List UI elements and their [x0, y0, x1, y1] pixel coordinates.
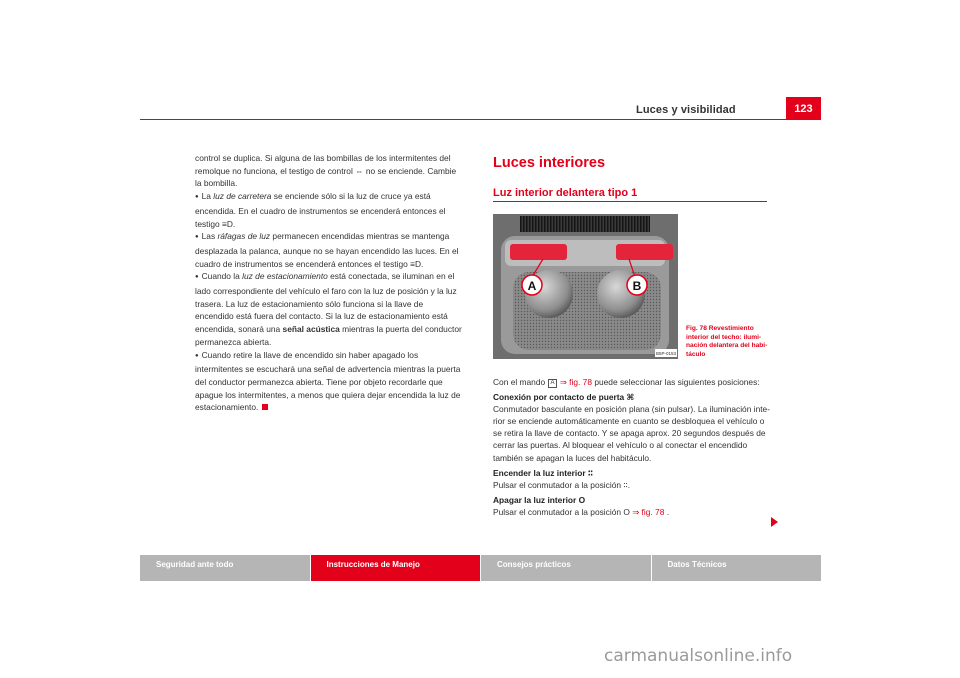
end-of-section-icon: [262, 404, 268, 410]
section-title: Luces interiores: [493, 155, 606, 171]
control-a-marker: A: [550, 380, 555, 386]
figure-caption: Fig. 78 Revestimiento interior del techo: iluminación delantera del habitáculo: [686, 325, 768, 358]
bullet-parking: ● Cuando la luz de estacionamiento está conectada, se iluminan en el lado correspondiente del vehículo el faro con la luz de posición y la luz trasera. La luz de estacionamiento sólo funciona si la llave de encendido está fuera del contacto. Si la luz de estacionamiento está encendida, sonará una señal acústica mientras la puerta del conductor permanezca abierta.: [195, 270, 463, 348]
control-intro: Con el mando A ⇒ fig. 78 puede seleccionar las siguientes posiciones:: [493, 377, 760, 387]
chapter-tab-bar: [140, 555, 821, 581]
subsection-divider: [493, 201, 767, 202]
page-number: 123: [786, 97, 821, 119]
figure-code: B5P-0153: [655, 351, 677, 356]
fig-reference-link[interactable]: ⇒ fig. 78: [559, 377, 592, 387]
switch-a: [510, 244, 567, 260]
fig-reference-link-2[interactable]: ⇒ fig. 78: [632, 506, 665, 517]
heading-door-contact: Conexión por contacto de puerta ⌘: [493, 392, 635, 403]
right-column: [493, 376, 775, 518]
next-page-arrow-icon[interactable]: [771, 517, 778, 527]
bullet-flash: ● Las ráfagas de luz permanecen encendidas mientras se mantenga desplazada la palanca, aunque no se hayan encendido las luces. En el cuadro de instrumentos se encenderá entonces el testigo ≡D.: [195, 230, 463, 270]
left-column: [195, 152, 463, 414]
bullet-warning: ● Cuando retire la llave de encendido sin haber apagado los intermitentes se escuchará una señal de advertencia mientras la puerta del conductor permanezca abierta. Tiene por objeto recordarle que apague los intermitentes, a menos que quiera dejar encendida la luz de estacionamiento.: [195, 349, 463, 415]
header-divider: [140, 119, 821, 120]
watermark-text: carmanualsonline.info: [604, 646, 793, 666]
heading-light-off: Apagar la luz interior O: [493, 494, 586, 505]
heading-light-on: Encender la luz interior ∶∶: [493, 467, 593, 478]
interior-light-illustration: [493, 214, 678, 359]
page-header-title: Luces y visibilidad: [636, 104, 736, 116]
callout-b-label: B: [632, 279, 642, 293]
paragraph-light-off: Pulsar el conmutador a la posición O ⇒ fig. 78 .: [493, 506, 670, 517]
switch-b: [616, 244, 673, 260]
tab-seguridad[interactable]: Seguridad ante todo: [140, 555, 310, 581]
bullet-highbeam: ● La luz de carretera se enciende sólo si la luz de cruce ya está encendida. En el cuadro de instrumentos se encenderá entonces el testigo ≡D.: [195, 190, 463, 230]
tab-instrucciones[interactable]: Instrucciones de Manejo: [311, 555, 481, 581]
tab-datos[interactable]: Datos Técnicos: [652, 555, 822, 581]
intro-paragraph: control se duplica. Si alguna de las bombillas de los intermitentes del remolque no funciona, el testigo de control ⇔ no se enciende. Cambie la bombilla.: [195, 153, 457, 189]
paragraph-light-on: Pulsar el conmutador a la posición ∶∶.: [493, 479, 631, 490]
paragraph-door-contact: Conmutador basculante en posición plana (sin pulsar). La iluminación interior se enciende automáticamente en cuanto se desbloquea el vehículo o se retira la llave de contacto. Y se apaga aprox. 20 segundos después de cerrar las puertas. Al bloquear el vehículo o al conectar el encendido también se apagan la luces del habitáculo.: [493, 404, 771, 463]
subsection-title: Luz interior delantera tipo 1: [493, 187, 638, 199]
interior-light-figure: [493, 214, 678, 359]
callout-a-label: A: [527, 279, 537, 293]
tab-consejos[interactable]: Consejos prácticos: [481, 555, 651, 581]
